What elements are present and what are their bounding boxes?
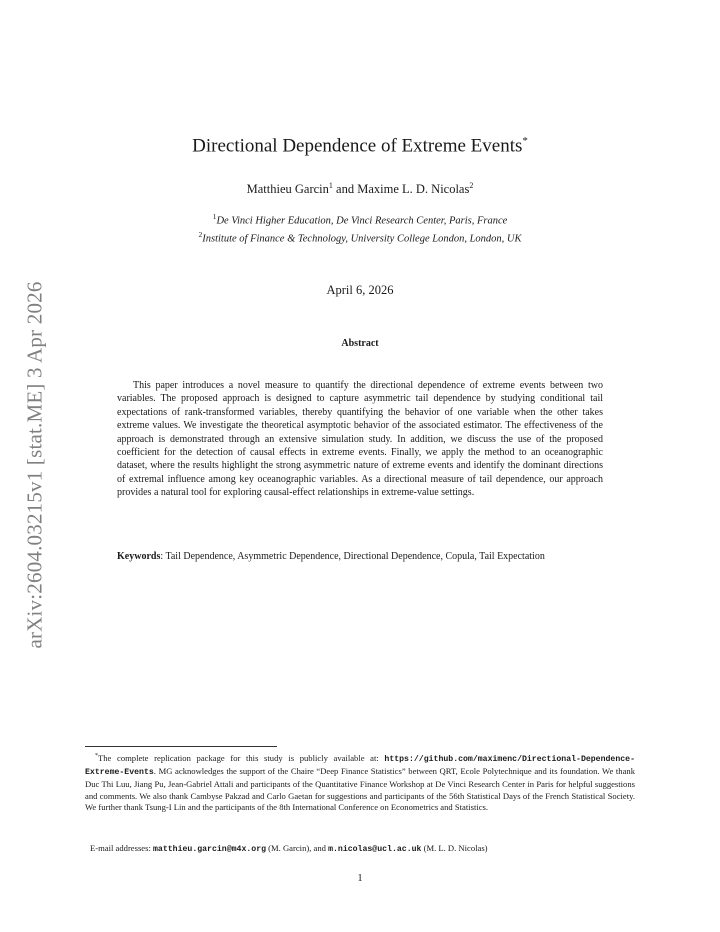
abstract-heading: Abstract (341, 338, 379, 349)
page-number: 1 (357, 873, 363, 884)
author-name: Maxime L. D. Nicolas (357, 182, 470, 197)
title-footnote-mark[interactable]: * (522, 135, 528, 147)
affiliation-text: De Vinci Higher Education, De Vinci Research Center, Paris, France (216, 215, 508, 227)
affiliation-mark: 2 (198, 230, 203, 239)
affiliation-text: Institute of Finance & Technology, University College London, London, UK (202, 233, 522, 245)
footnote-acknowledgements: . MG acknowledges the support of the Chaire “Deep Finance Statistics” between QRT, Ecole Polytechnique and its foundation. We thank Duc Thi Luu, Jiang Pu, Jean-Gabriel Attali and participants of the Quantitative Finance Workshop at De Vinci Research Center in Paris for helpful suggestions and comments. We also thank Cambyse Pakzad and Carlo Gaetan for suggestions and participants of the 56th Statistical Days of the French Statistical Society. We further thank Tsung-I Lin and the participants of the 8th International Conference on Econometrics and Statistics. (85, 765, 635, 813)
keywords (117, 550, 603, 563)
email-owner: (M. Garcin), and (266, 843, 329, 853)
footnote-rule (85, 746, 277, 747)
footnote-mark: * (95, 753, 98, 759)
footnote (85, 751, 635, 814)
affiliation (0, 212, 720, 227)
title-text: Directional Dependence of Extreme Events (192, 135, 523, 157)
affiliation (0, 230, 720, 245)
keywords-text: : Tail Dependence, Asymmetric Dependence, Directional Dependence, Copula, Tail Expectation (160, 551, 545, 562)
replication-link[interactable]: https://github.com/maximenc/Directional-Dependence-Extreme-Events (85, 754, 635, 777)
author-affil-mark: 1 (328, 181, 333, 190)
paper-title (0, 135, 720, 157)
author-conjunction: and (336, 182, 355, 197)
author-line (0, 181, 720, 197)
author-name: Matthieu Garcin (246, 182, 329, 197)
arxiv-stamp[interactable]: arXiv:2604.03215v1 [stat.ME] 3 Apr 2026 (22, 281, 47, 649)
keywords-label: Keywords (117, 551, 161, 562)
email-label: E-mail addresses: (90, 843, 154, 853)
footnote-intro: The complete replication package for this study is publicly available at: (98, 752, 385, 763)
email-link[interactable]: matthieu.garcin@m4x.org (153, 845, 267, 854)
email-owner: (M. L. D. Nicolas) (421, 843, 488, 853)
abstract-body: This paper introduces a novel measure to quantify the directional dependence of extreme events between two variables. The proposed approach is designed to capture asymmetric tail dependence by studying conditional tail expectations of rank-transformed variables, thereby quantifying the behavior of one variable when the other takes extreme values. We investigate the theoretical asymptotic behavior of the associated estimator. The effectiveness of the approach is demonstrated through an extensive simulation study. In addition, we discuss the use of the proposed coefficient for the detection of causal effects in extreme events. Finally, we apply the method to an oceanographic dataset, where the results highlight the strong asymmetric nature of extreme events and identify the dominant directions of extremal influence among key oceanographic variables. As a directional measure of tail dependence, our approach provides a natural tool for exploring causal-effect relationships in extreme-value settings. (117, 380, 603, 499)
author-affil-mark: 2 (469, 181, 474, 190)
email-link[interactable]: m.nicolas@ucl.ac.uk (328, 845, 422, 854)
affiliation-mark: 1 (212, 212, 217, 221)
email-addresses (90, 843, 635, 856)
paper-date: April 6, 2026 (326, 283, 394, 297)
